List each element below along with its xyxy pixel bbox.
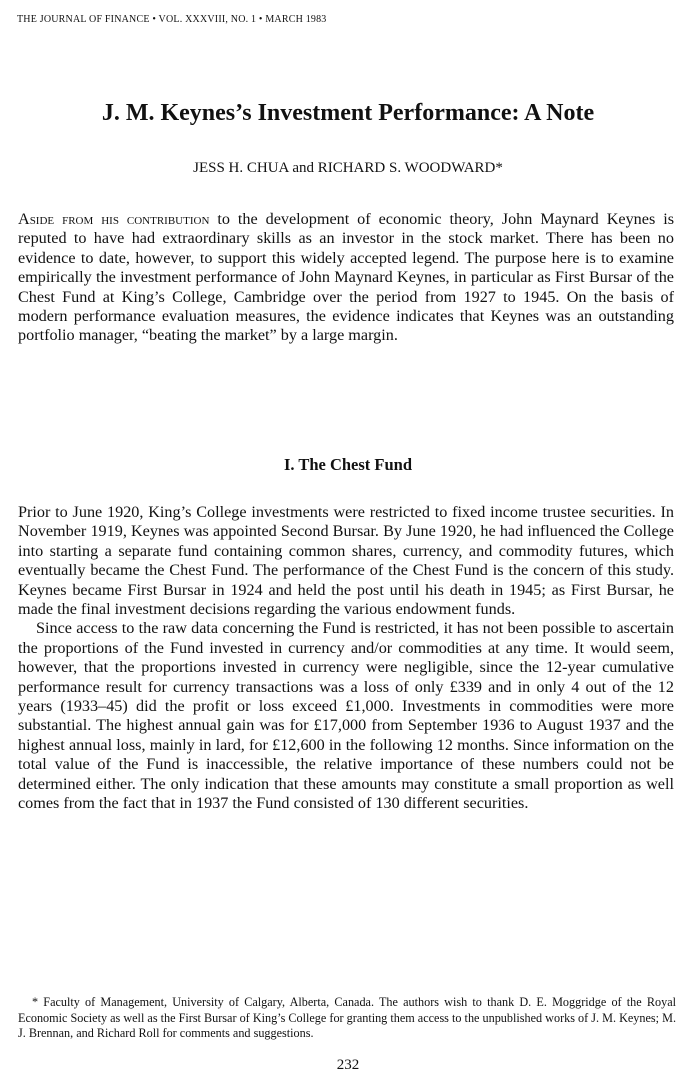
running-head: THE JOURNAL OF FINANCE • VOL. XXXVIII, NO. 1 • MARCH 1983 xyxy=(17,14,327,25)
section-body xyxy=(18,503,674,814)
page-number: 232 xyxy=(336,1057,360,1073)
section-paragraph-2: Since access to the raw data concerning the Fund is restricted, it has not been possible to ascertain the proportions of the Fund invested in currency and/or commodities at any time. It would seem, however, that the proportions invested in currency were negligible, since the 12-year cumulative performance result for currency transactions was a loss of only £339 and in only 4 out of the 12 years (1933–45) did the profit or loss exceed £1,000. Investments in commodities were more substantial. The highest annual gain was for £17,000 from September 1936 to August 1937 and the highest annual loss, mainly in lard, for £12,600 in the following 12 months. Since information on the total value of the Fund is inaccessible, the relative importance of these numbers could not be determined either. The only indication that these amounts may constitute a small proportion as well comes from the fact that in 1937 the Fund consisted of 130 different securities. xyxy=(18,619,674,813)
author-footnote xyxy=(18,995,676,1042)
section-heading: I. The Chest Fund xyxy=(283,455,413,474)
footnote-text: * Faculty of Management, University of Calgary, Alberta, Canada. The authors wish to thank D. E. Moggridge of the Royal Economic Society as well as the First Bursar of King’s College for granting them access to the unpublished works of J. M. Keynes; M. J. Brennan, and Richard Roll for comments and suggestions. xyxy=(18,995,676,1041)
article-authors: JESS H. CHUA and RICHARD S. WOODWARD* xyxy=(193,160,503,176)
section-paragraph-1: Prior to June 1920, King’s College investments were restricted to fixed income trustee securities. In November 1919, Keynes was appointed Second Bursar. By June 1920, he had influenced the College into starting a separate fund containing common shares, currency, and commodity futures, which eventually became the Chest Fund. The performance of the Chest Fund is the concern of this study. Keynes became First Bursar in 1924 and held the post until his death in 1945; as First Bursar, he made the final investment decisions regarding the various endowment funds. xyxy=(18,503,674,619)
abstract-lead-smallcaps: Aside from his contribution xyxy=(18,210,210,228)
abstract xyxy=(18,210,674,346)
article-title: J. M. Keynes’s Investment Performance: A Note xyxy=(101,100,595,126)
abstract-text: to the development of economic theory, John Maynard Keynes is reputed to have had extraordinary skills as an investor in the stock market. There has been no evidence to date, however, to support this widely accepted legend. The purpose here is to examine empirically the investment performance of John Maynard Keynes, in particular as First Bursar of the Chest Fund at King’s College, Cambridge over the period from 1927 to 1945. On the basis of modern performance evaluation measures, the evidence indicates that Keynes was an outstanding portfolio manager, “beating the market” by a large margin. xyxy=(18,210,674,345)
